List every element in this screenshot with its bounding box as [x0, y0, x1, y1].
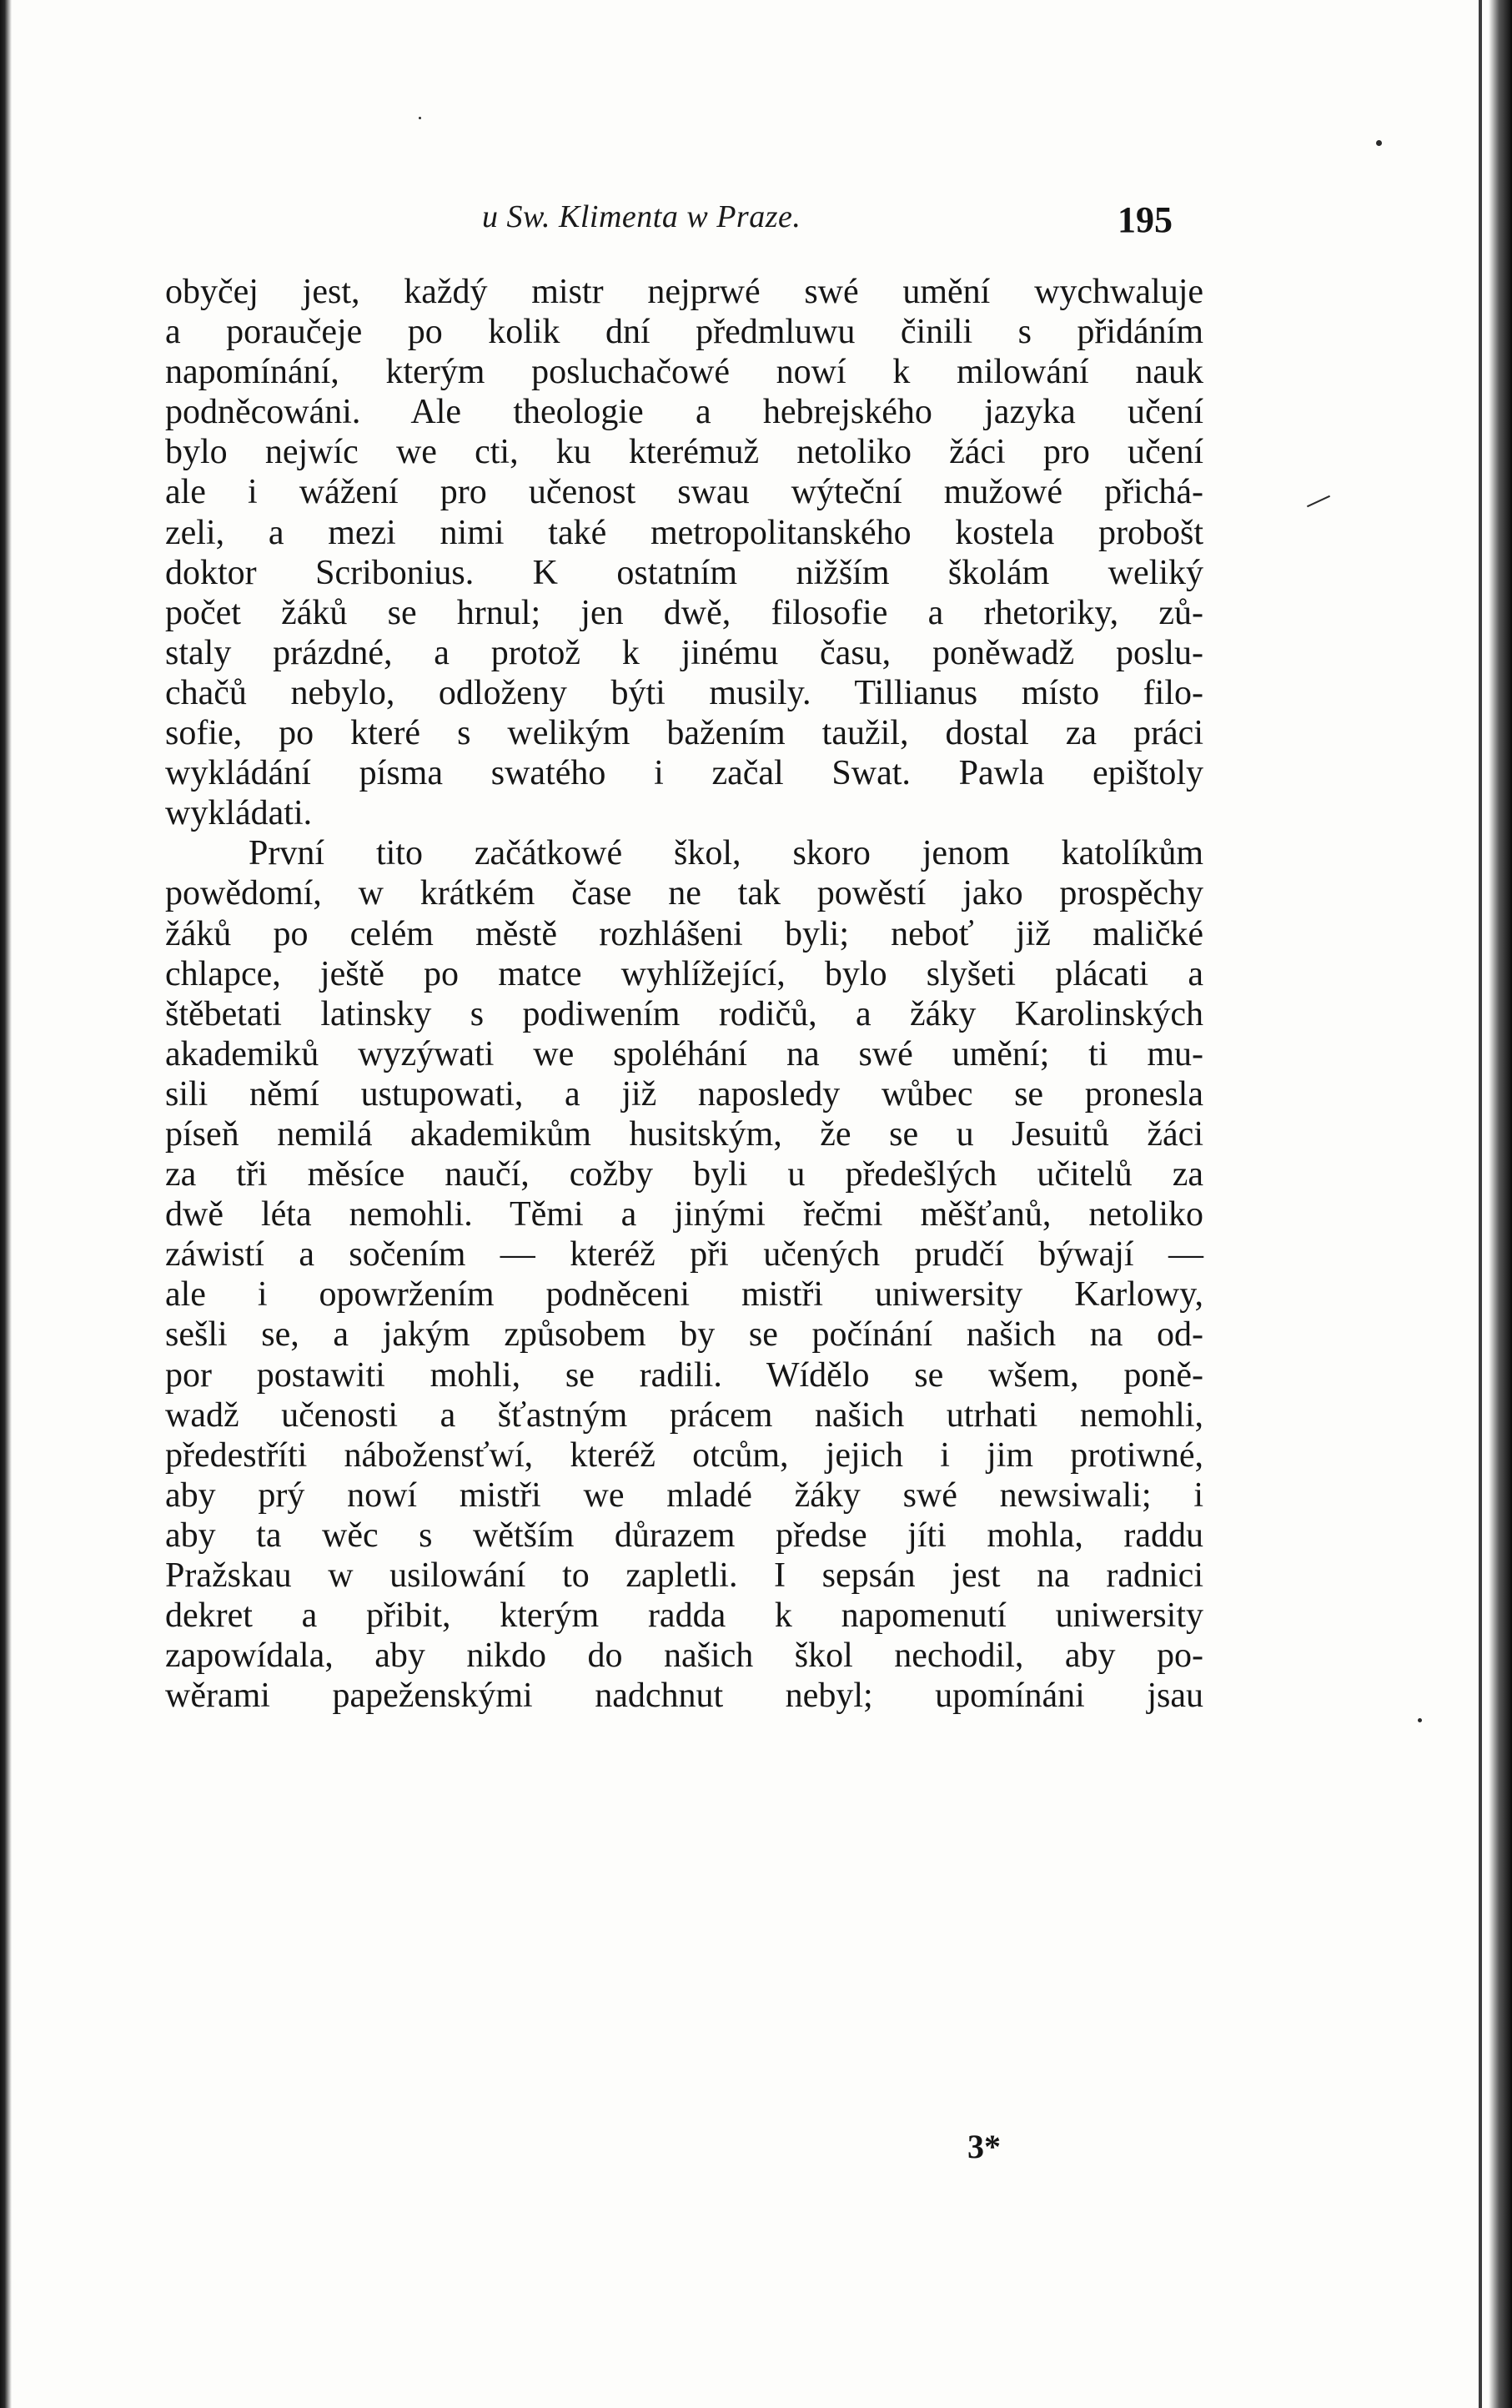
text-line: zeli, a mezi nimi také metropolitanského kostela probošt: [165, 513, 1203, 552]
text-line: sili němí ustupowati, a již naposledy wůbec se pronesla: [165, 1074, 1203, 1114]
text-line: ale i opowržením podněceni mistři uniwersity Karlowy,: [165, 1275, 1203, 1315]
text-line: wykládání písma swatého i začal Swat. Pawla epištoly: [165, 754, 1203, 793]
text-line: Pražskau w usilowání to zapletli. I sepsán jest na radnici: [165, 1556, 1203, 1595]
text-line: obyčej jest, každý mistr nejprwé swé umění wychwaluje: [165, 273, 1203, 311]
text-line: staly prázdné, a protož k jinému času, poněwadž poslu-: [165, 633, 1203, 672]
text-line: za tři měsíce naučí, cožby byli u předešlých učitelů za: [165, 1155, 1203, 1194]
text-line: bylo nejwíc we cti, ku kterémuž netoliko žáci pro učení: [165, 433, 1203, 472]
text-line: dwě léta nemohli. Těmi a jinými řečmi měšťanů, netoliko: [165, 1195, 1203, 1234]
running-head: [467, 199, 1318, 249]
text-line: chlapce, ještě po matce wyhlížející, bylo slyšeti plácati a: [165, 954, 1203, 993]
text-line: wadž učenosti a šťastným prácem našich utrhati nemohli,: [165, 1395, 1203, 1435]
signature-mark: 3*: [967, 2128, 1001, 2165]
text-line: záwistí a sočením — kteréž při učených prudčí býwají —: [165, 1235, 1203, 1274]
text-line: aby ta wěc s wětším důrazem předse jíti mohla, raddu: [165, 1516, 1203, 1555]
body-text: [165, 272, 1203, 1716]
scan-edge-right: [1489, 0, 1512, 2408]
text-line: sešli se, a jakým způsobem by se počínání našich na od-: [165, 1315, 1203, 1355]
text-line: por postawiti mohli, se radili. Wídělo se wšem, poně-: [165, 1355, 1203, 1395]
page-number: 195: [1118, 199, 1173, 240]
text-line: akademiků wyzýwati we spoléhání na swé umění; ti mu-: [165, 1034, 1203, 1073]
scan-gutter-line: [1479, 0, 1482, 2408]
text-line: píseň nemilá akademikům husitským, že se u Jesuitů žáci: [165, 1114, 1203, 1154]
running-title: u Sw. Klimenta w Praze.: [482, 199, 801, 234]
text-line: powědomí, w krátkém čase ne tak powěstí jako prospěchy: [165, 874, 1203, 913]
text-line: zapowídala, aby nikdo do našich škol nechodil, aby po-: [165, 1636, 1203, 1676]
text-line: a poraučeje po kolik dní předmluwu činili s přidáním: [165, 313, 1203, 352]
text-line: aby prý nowí mistři we mladé žáky swé newsiwali; i: [165, 1475, 1203, 1515]
text-line: předestříti nábožensťwí, kteréž otcům, jejich i jim protiwné,: [165, 1435, 1203, 1475]
text-line: počet žáků se hrnul; jen dwě, filosofie a rhetoriky, zů-: [165, 593, 1203, 632]
text-line: sofie, po které s welikým bažením taužil, dostal za práci: [165, 714, 1203, 753]
text-line: podněcowáni. Ale theologie a hebrejského jazyka učení: [165, 393, 1203, 432]
text-line: žáků po celém městě rozhlášeni byli; neboť již maličké: [165, 914, 1203, 953]
text-line: ale i wážení pro učenost swau wýteční mužowé přichá-: [165, 473, 1203, 512]
text-line: chačů nebylo, odloženy býti musily. Tillianus místo filo-: [165, 673, 1203, 712]
scan-edge-left: [0, 0, 12, 2408]
text-line: dekret a přibit, kterým radda k napomenutí uniwersity: [165, 1596, 1203, 1636]
text-line: wěrami papeženskými nadchnut nebyl; upomínáni jsau: [165, 1677, 1203, 1716]
paragraph-start-line: První tito začátkowé škol, skoro jenom katolíkům: [249, 834, 1203, 873]
text-line: štěbetati latinsky s podiwením rodičů, a žáky Karolinských: [165, 994, 1203, 1033]
text-line: napomínání, kterým posluchačowé nowí k milowání nauk: [165, 353, 1203, 392]
text-line: wykládati.: [165, 794, 313, 833]
text-line: doktor Scribonius. K ostatním nižším školám weliký: [165, 553, 1203, 592]
